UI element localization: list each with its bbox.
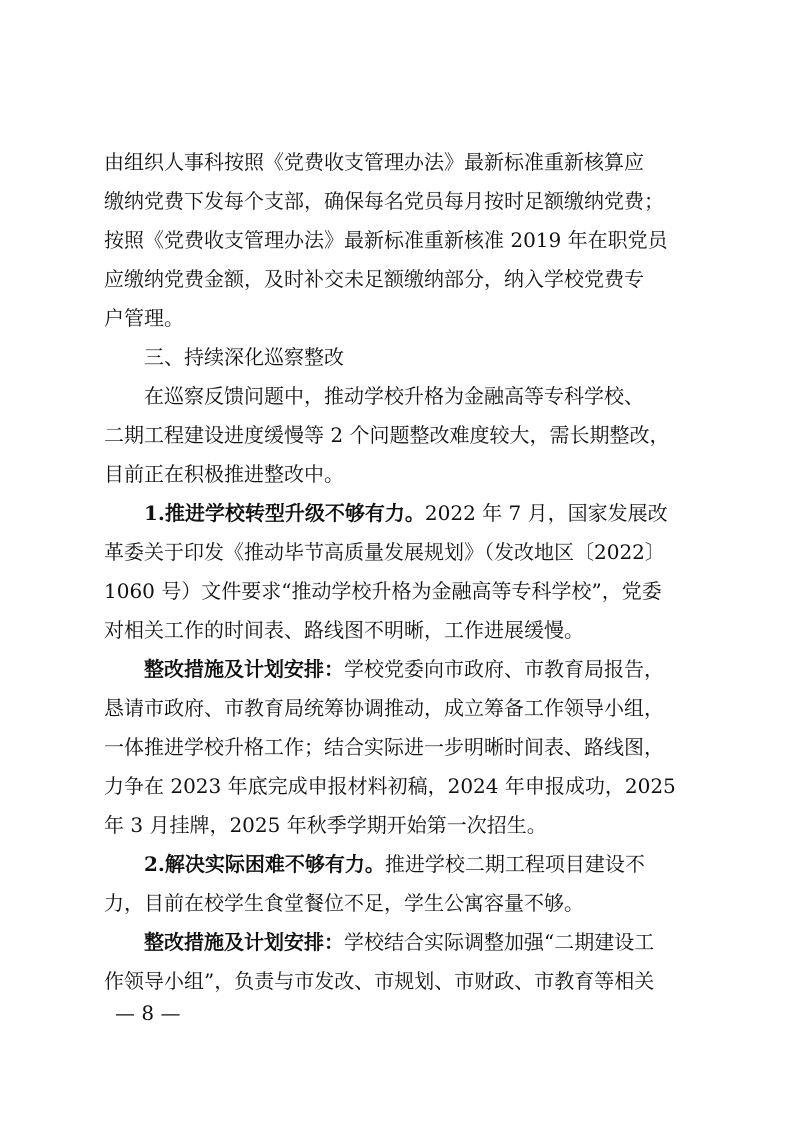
body-line: 一体推进学校升格工作；结合实际进一步明晰时间表、路线图， <box>104 735 664 759</box>
body-line: 恳请市政府、市教育局统筹协调推动，成立筹备工作领导小组， <box>104 696 664 720</box>
issue-title: 1.推进学校转型升级不够有力。 <box>144 501 425 525</box>
body-line: 年 3 月挂牌，2025 年秋季学期开始第一次招生。 <box>104 813 547 837</box>
body-line: 革委关于印发《推动毕节高质量发展规划》（发改地区〔2022〕 <box>104 540 665 564</box>
body-line: 力，目前在校学生食堂餐位不足，学生公寓容量不够。 <box>104 891 584 915</box>
paragraph-first-line <box>144 656 744 682</box>
section-heading: 三、持续深化巡察整改 <box>144 345 344 369</box>
body-line: 目前正在积极推进整改中。 <box>104 462 344 486</box>
body-line: 缴纳党费下发每个支部，确保每名党员每月按时足额缴纳党费； <box>104 189 664 213</box>
body-line: 1060 号）文件要求“推动学校升格为金融高等专科学校”，党委 <box>104 579 662 603</box>
body-line: 对相关工作的时间表、路线图不明晰，工作进展缓慢。 <box>104 618 584 642</box>
body-line: 按照《党费收支管理办法》最新标准重新核准 2019 年在职党员 <box>104 228 668 252</box>
paragraph-text: 学校结合实际调整加强“二期建设工 <box>344 930 655 954</box>
paragraph-first-line <box>144 929 744 955</box>
body-line: 力争在 2023 年底完成申报材料初稿，2024 年申报成功，2025 <box>104 774 676 798</box>
measures-title: 整改措施及计划安排： <box>144 930 344 954</box>
paragraph-text: 推进学校二期工程项目建设不 <box>384 852 645 876</box>
issue-title: 2.解决实际困难不够有力。 <box>144 852 385 876</box>
body-line: 在巡察反馈问题中，推动学校升格为金融高等专科学校、 <box>144 384 644 408</box>
measures-title: 整改措施及计划安排： <box>144 657 344 681</box>
body-line: 户管理。 <box>104 306 184 330</box>
body-line: 应缴纳党费金额，及时补交未足额缴纳部分，纳入学校党费专 <box>104 267 644 291</box>
body-line: 二期工程建设进度缓慢等 2 个问题整改难度较大，需长期整改， <box>104 423 670 447</box>
paragraph-text: 2022 年 7 月，国家发展改 <box>424 501 668 525</box>
body-line: 由组织人事科按照《党费收支管理办法》最新标准重新核算应 <box>104 150 644 174</box>
body-line: 作领导小组”，负责与市发改、市规划、市财政、市教育等相关 <box>104 969 655 993</box>
paragraph-text: 学校党委向市政府、市教育局报告， <box>344 657 664 681</box>
page-number: — 8 — <box>115 1001 181 1025</box>
paragraph-first-line <box>144 500 744 526</box>
paragraph-first-line <box>144 851 744 877</box>
